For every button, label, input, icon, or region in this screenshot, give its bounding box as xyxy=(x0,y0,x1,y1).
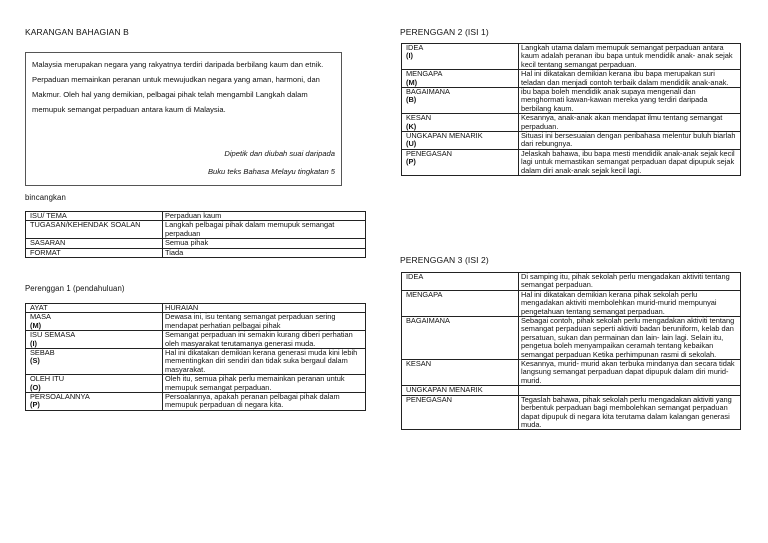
table-row xyxy=(402,114,741,132)
row-key: UNGKAPAN MENARIK xyxy=(406,131,483,141)
row-key: ISU/ TEMA xyxy=(30,211,67,220)
row-code: (M) xyxy=(406,77,418,87)
row-code: (I) xyxy=(30,338,37,348)
row-value: Semua pihak xyxy=(163,239,366,248)
row-value: Kesannya, anak-anak akan mendapat ilmu tentang semangat perpaduan. xyxy=(519,114,741,132)
table-row xyxy=(402,149,741,175)
row-code: (P) xyxy=(30,400,40,410)
row-key-cell xyxy=(402,317,519,360)
table-row xyxy=(26,221,366,239)
row-key-cell xyxy=(26,331,163,349)
row-code: (M) xyxy=(30,320,42,330)
row-value: Dewasa ini, isu tentang semangat perpaduan sering mendapat perhatian pelbagai pihak xyxy=(163,313,366,331)
row-key-cell xyxy=(402,149,519,175)
row-key-cell xyxy=(402,360,519,386)
table-row xyxy=(402,132,741,150)
row-key: KESAN xyxy=(406,113,432,123)
table-row xyxy=(402,290,741,316)
row-key: PERSOALANNYA xyxy=(30,392,90,402)
table-row xyxy=(26,349,366,375)
table-row xyxy=(402,88,741,114)
row-key-cell xyxy=(26,313,163,331)
passage-credit-source: Dipetik dan diubah suai daripada xyxy=(224,149,335,158)
intro-table xyxy=(25,303,366,411)
row-key: BAGAIMANA xyxy=(406,87,450,97)
row-value: Semangat perpaduan ini semakin kurang diberi perhatian oleh masyarakat terutamanya generasi muda. xyxy=(163,331,366,349)
row-key: IDEA xyxy=(406,43,424,52)
row-value: Perpaduan kaum xyxy=(163,212,366,221)
intro-heading: Perenggan 1 (pendahuluan) xyxy=(25,284,125,293)
row-key-cell xyxy=(402,132,519,150)
table-row xyxy=(26,239,366,248)
table-row xyxy=(26,375,366,393)
row-value: Tegaslah bahawa, pihak sekolah perlu mengadakan aktiviti yang berbentuk perpaduan bagi membolehkan semangat perpaduan dapat dipupuk di negara kita terutama dalam kalangan generasi muda. xyxy=(519,395,741,430)
row-value: Di samping itu, pihak sekolah perlu mengadakan aktiviti tentang semangat perpaduan. xyxy=(519,273,741,291)
row-value: Kesannya, murid- murid akan terbuka mindanya dan secara tidak langsung semangat perpaduan dapat dipupuk dalam diri murid-murid. xyxy=(519,360,741,386)
row-key: SEBAB xyxy=(30,348,55,358)
row-key: TUGASAN/KEHENDAK SOALAN xyxy=(30,220,141,230)
row-code: (B) xyxy=(406,95,417,105)
row-key-cell xyxy=(402,44,519,70)
row-value: Hal ini dikatakan demikian kerana generasi muda kini lebih mementingkan diri sendiri dan tidak suka bergaul dalam masyarakat. xyxy=(163,349,366,375)
row-key-cell xyxy=(402,290,519,316)
row-key-cell xyxy=(26,221,163,239)
row-key-cell xyxy=(402,114,519,132)
row-code: (S) xyxy=(30,356,40,366)
row-code: (P) xyxy=(406,157,416,167)
table-row xyxy=(402,395,741,430)
row-value: Langkah pelbagai pihak dalam memupuk semangat perpaduan xyxy=(163,221,366,239)
row-value: Sebagai contoh, pihak sekolah perlu mengadakan aktiviti tentang semangat perpaduan seperti aktiviti badan beruniform, kelab dan persatuan, sukan dan permainan dan lain- lain lagi. Selain itu, pengetua boleh menyampaikan ceramah tentang kebaikan semangat perpaduan Ketika perhimpunan rasmi di sekolah. xyxy=(519,317,741,360)
table-row xyxy=(26,393,366,411)
row-code: (K) xyxy=(406,121,417,131)
table-row xyxy=(26,313,366,331)
row-key-cell xyxy=(402,88,519,114)
row-key-cell xyxy=(402,70,519,88)
row-key-cell xyxy=(26,239,163,248)
passage-text: Malaysia merupakan negara yang rakyatnya terdiri daripada berbilang kaum dan etnik. Perpaduan memainkan peranan untuk mewujudkan negara yang aman, harmoni, dan Makmur. Oleh hal yang demikian, pelbagai pihak telah mengambil Langkah dalam memupuk semangat perpaduan antara kaum di Malaysia. xyxy=(32,60,324,114)
row-key: PENEGASAN xyxy=(406,148,453,158)
row-key-cell xyxy=(26,248,163,257)
row-key-cell xyxy=(26,349,163,375)
page-title: KARANGAN BAHAGIAN B xyxy=(25,27,129,37)
table-row xyxy=(402,360,741,386)
row-key: KESAN xyxy=(406,359,432,369)
passage-credit-book: Buku teks Bahasa Melayu tingkatan 5 xyxy=(207,167,335,176)
row-value: ibu bapa boleh mendidik anak supaya mengenali dan menghormati kawan-kawan mereka yang terdiri daripada berbilang kaum. xyxy=(519,88,741,114)
row-value: Hal ini dikatakan demikian kerana ibu bapa merupakan suri teladan dan menjadi contoh terbaik dalam mendidik anak-anak. xyxy=(519,70,741,88)
table-row xyxy=(402,386,741,395)
row-key: MASA xyxy=(30,312,51,322)
row-value xyxy=(519,386,741,395)
p2-heading: PERENGGAN 2 (ISI 1) xyxy=(400,27,489,37)
row-key: IDEA xyxy=(406,272,424,281)
row-value: Hal ini dikatakan demikian kerana pihak sekolah perlu mengadakan aktiviti membolehkan murid-murid mempunyai pengetahuan tentang semangat perpaduan. xyxy=(519,290,741,316)
p2-table xyxy=(401,43,741,176)
p3-table xyxy=(401,272,741,430)
row-value: Oleh itu, semua pihak perlu memainkan peranan untuk memupuk semangat perpaduan. xyxy=(163,375,366,393)
row-key: PENEGASAN xyxy=(406,394,453,404)
table-row xyxy=(402,44,741,70)
row-key: ISU SEMASA xyxy=(30,330,76,340)
row-key: SASARAN xyxy=(30,238,66,248)
passage-box xyxy=(25,52,342,186)
row-value: Tiada xyxy=(163,248,366,257)
table-row xyxy=(402,317,741,360)
instruction-label: bincangkan xyxy=(25,193,66,202)
row-key: AYAT xyxy=(30,303,48,312)
p3-heading: PERENGGAN 3 (ISI 2) xyxy=(400,255,489,265)
table-row xyxy=(26,331,366,349)
row-code: (I) xyxy=(406,51,413,61)
row-key: BAGAIMANA xyxy=(406,316,450,326)
row-key: UNGKAPAN MENARIK xyxy=(406,385,483,395)
info-table xyxy=(25,211,366,258)
row-value: Jelaskah bahawa, ibu bapa mesti mendidik anak-anak sejak kecil lagi untuk memastikan semangat perpaduan dapat dipupuk sejak dalam diri anak-anak sejak kecil lagi. xyxy=(519,149,741,175)
row-value: Situasi ini bersesuaian dengan peribahasa melentur buluh biarlah dari rebungnya. xyxy=(519,132,741,150)
row-key-cell xyxy=(402,386,519,395)
row-key-cell xyxy=(402,395,519,430)
row-key: MENGAPA xyxy=(406,69,443,79)
table-row xyxy=(26,248,366,257)
table-row xyxy=(402,70,741,88)
row-key-cell xyxy=(402,273,519,291)
row-key-cell xyxy=(26,393,163,411)
row-value: Persoalannya, apakah peranan pelbagai pihak dalam memupuk perpaduan di negara kita. xyxy=(163,393,366,411)
row-key-cell xyxy=(26,375,163,393)
row-key: OLEH ITU xyxy=(30,374,65,384)
row-key: FORMAT xyxy=(30,247,61,257)
row-key: MENGAPA xyxy=(406,289,443,299)
row-value: HURAIAN xyxy=(163,304,366,313)
row-value: Langkah utama dalam memupuk semangat perpaduan antara kaum adalah peranan ibu bapa untuk mendidik anak- anak sejak kecil tentang semangat perpaduan. xyxy=(519,44,741,70)
row-code: (O) xyxy=(30,382,41,392)
row-code: (U) xyxy=(406,139,417,149)
table-row xyxy=(402,273,741,291)
